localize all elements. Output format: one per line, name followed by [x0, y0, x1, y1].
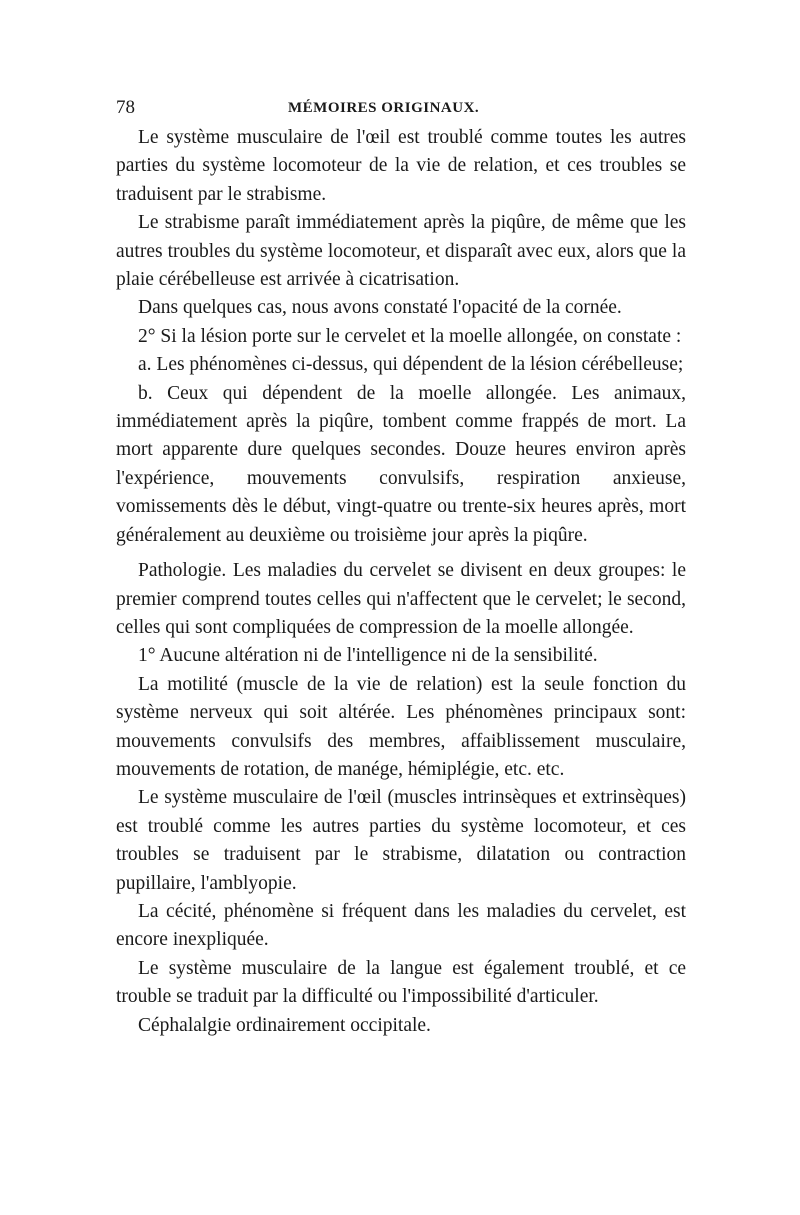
paragraph: Le système musculaire de l'œil est troublé comme toutes les autres parties du système locomoteur de la vie de relation, et ces troubles se traduisent par le strabisme. [116, 127, 686, 205]
body-text [116, 124, 686, 1040]
paragraph: Dans quelques cas, nous avons constaté l'opacité de la cornée. [138, 297, 622, 319]
paragraph: b. Ceux qui dépendent de la moelle allongée. Les animaux, immédiatement après la piqûre, tombent comme frappés de mort. La mort apparente dure quelques secondes. Douze heures environ après l'expérience, mouvements convulsifs, respiration anxieuse, vomissements dès le début, vingt-quatre ou trente-six heures après, mort généralement au deuxième ou troisième jour après la piqûre. [116, 382, 686, 546]
paragraph: La motilité (muscle de la vie de relation) est la seule fonction du système nerveux qui soit altérée. Les phénomènes principaux sont: mouvements convulsifs des membres, affaiblissement musculaire, mouvements de rotation, de manége, hémiplégie, etc. etc. [116, 673, 686, 780]
running-head: MÉMOIRES ORIGINAUX. [288, 100, 480, 116]
paragraph: a. Les phénomènes ci-dessus, qui dépendent de la lésion cérébelleuse; [138, 354, 684, 376]
paragraph: La cécité, phénomène si fréquent dans les maladies du cervelet, est encore inexpliquée. [116, 900, 686, 951]
paragraph: Céphalalgie ordinairement occipitale. [138, 1014, 431, 1036]
paragraph: Le système musculaire de l'œil (muscles intrinsèques et extrinsèques) est troublé comme les autres parties du système locomoteur, et ces troubles se traduisent par le strabisme, dilatation ou contraction pupillaire, l'amblyopie. [116, 787, 686, 894]
paragraph: Le strabisme paraît immédiatement après la piqûre, de même que les autres troubles du système locomoteur, et disparaît avec eux, alors que la plaie cérébelleuse est arrivée à cicatrisation. [116, 212, 686, 291]
paragraph: 1° Aucune altération ni de l'intelligence ni de la sensibilité. [138, 645, 598, 667]
paragraph: Le système musculaire de la langue est également troublé, et ce trouble se traduit par la difficulté ou l'impossibilité d'articuler. [116, 957, 686, 1008]
page-header [116, 96, 684, 120]
paragraph-pathologie: Pathologie. Les maladies du cervelet se divisent en deux groupes: le premier comprend toutes celles qui n'affectent que le cervelet; le second, celles qui sont compliquées de compression de la moelle allongée. [116, 560, 686, 638]
paragraph: 2° Si la lésion porte sur le cervelet et la moelle allongée, on constate : [138, 325, 682, 347]
page-number: 78 [116, 97, 135, 118]
